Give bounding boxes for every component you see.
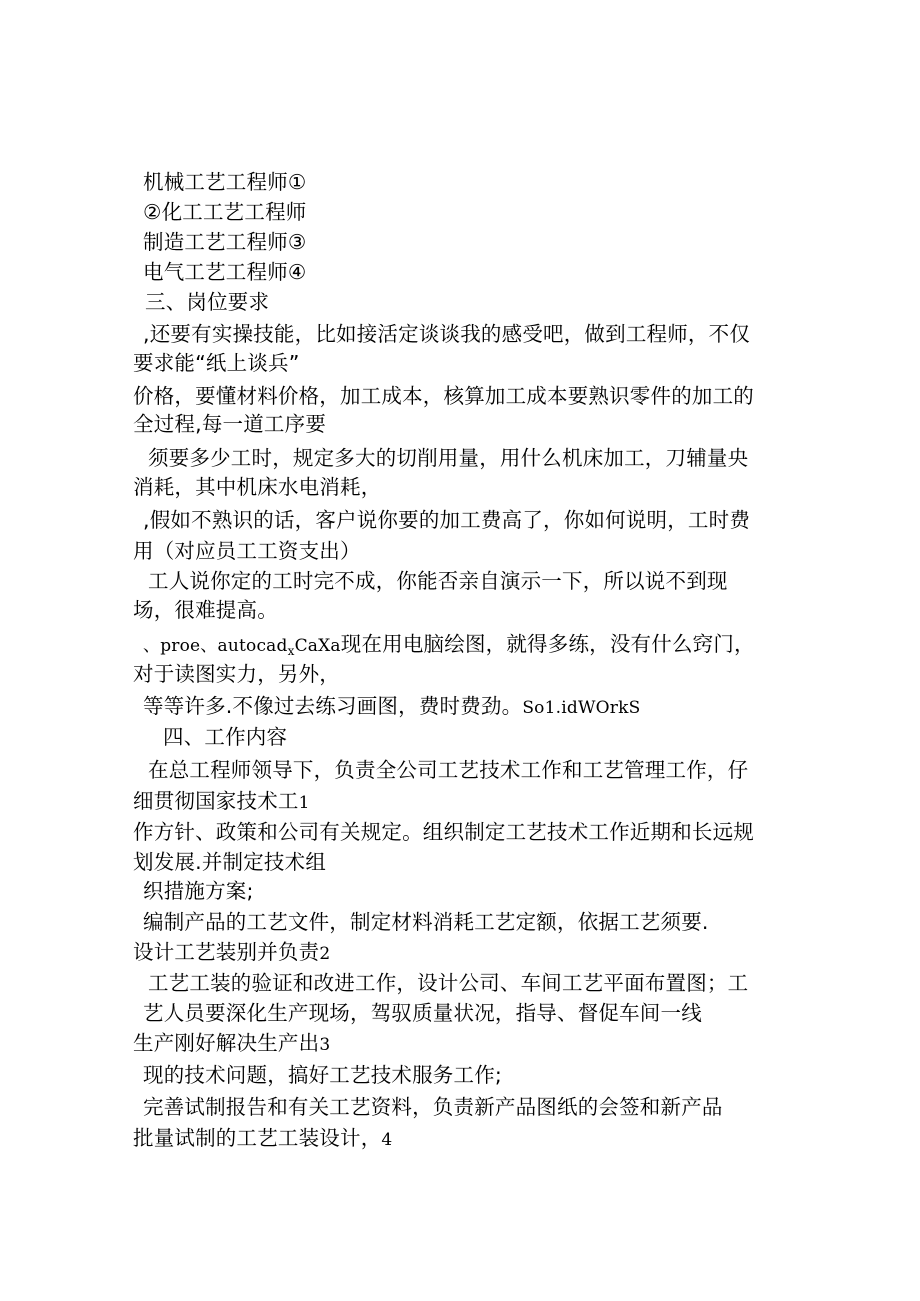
text-line <box>133 1123 392 1153</box>
text-line: 用（对应员工工资支出） <box>133 539 361 563</box>
text-line: 作方针、政策和公司有关规定。组织制定工艺技术工作近期和长远规 <box>133 820 754 844</box>
subscript-x: x <box>287 644 295 658</box>
text-segment: 细贯彻国家技术工 <box>133 789 299 813</box>
text-segment: 现在用电脑绘图，就得多练，没有什么窍门， <box>340 632 755 656</box>
text-line <box>143 629 755 659</box>
text-line <box>133 937 330 967</box>
item-number: 2 <box>319 944 331 964</box>
text-line <box>133 786 310 816</box>
text-line: 要求能“纸上谈兵” <box>133 351 300 375</box>
text-line <box>143 691 640 721</box>
software-names: 、proe、autocad <box>143 636 288 656</box>
text-line: 电气工艺工程师④ <box>143 260 307 284</box>
text-line: 场，很难提高。 <box>133 598 278 622</box>
text-line: 机械工艺工程师① <box>143 170 307 194</box>
text-segment: 批量试制的工艺工装设计， <box>133 1126 382 1150</box>
text-line: 划发展.并制定技术组 <box>133 850 327 874</box>
text-segment: 生产刚好解决生产出 <box>133 1031 320 1055</box>
software-caxa: CaXa <box>294 636 341 656</box>
text-line: ,假如不熟识的话，客户说你要的加工费高了，你如何说明，工时费 <box>143 508 751 532</box>
text-segment: 设计工艺装别并负责 <box>133 940 320 964</box>
text-line: 织措施方案; <box>143 879 254 903</box>
text-line: ,还要有实操技能，比如接活定谈谈我的感受吧，做到工程师，不仅 <box>143 322 751 346</box>
text-line: 对于读图实力，另外， <box>133 662 340 686</box>
item-number: 1 <box>298 793 310 813</box>
item-number: 3 <box>319 1035 331 1055</box>
text-line: 须要多少工时，规定多大的切削用量，用什么机床加工，刀辅量央 <box>148 446 749 470</box>
section-heading: 三、岗位要求 <box>145 290 270 314</box>
text-line: 价格，要懂材料价格，加工成本，核算加工成本要熟识零件的加工的 <box>133 384 754 408</box>
text-line: 消耗，其中机床水电消耗， <box>133 475 382 499</box>
text-line: ②化工工艺工程师 <box>143 200 307 224</box>
section-heading: 四、工作内容 <box>163 725 288 749</box>
text-line: 编制产品的工艺文件，制定材料消耗工艺定额，依据工艺须要. <box>143 910 709 934</box>
text-line: 制造工艺工程师③ <box>143 230 307 254</box>
text-line <box>133 1028 330 1058</box>
text-segment: 等等许多.不像过去练习画图，费时费劲。 <box>143 694 523 718</box>
text-line: 工艺工装的验证和改进工作，设计公司、车间工艺平面布置图；工 <box>148 971 749 995</box>
text-line: 完善试制报告和有关工艺资料，负责新产品图纸的会签和新产品 <box>143 1095 723 1119</box>
text-line: 在总工程师领导下，负责全公司工艺技术工作和工艺管理工作，仔 <box>148 758 749 782</box>
text-line: 艺人员要深化生产现场，驾驭质量状况，指导、督促车间一线 <box>143 1001 702 1025</box>
text-line: 工人说你定的工时完不成，你能否亲自演示一下，所以说不到现 <box>148 569 728 593</box>
item-number: 4 <box>381 1130 393 1150</box>
text-line: 现的技术问题，搞好工艺技术服务工作; <box>143 1063 503 1087</box>
software-solidworks: So1.idWOrkS <box>522 698 641 718</box>
text-line: 全过程,每一道工序要 <box>133 412 327 436</box>
